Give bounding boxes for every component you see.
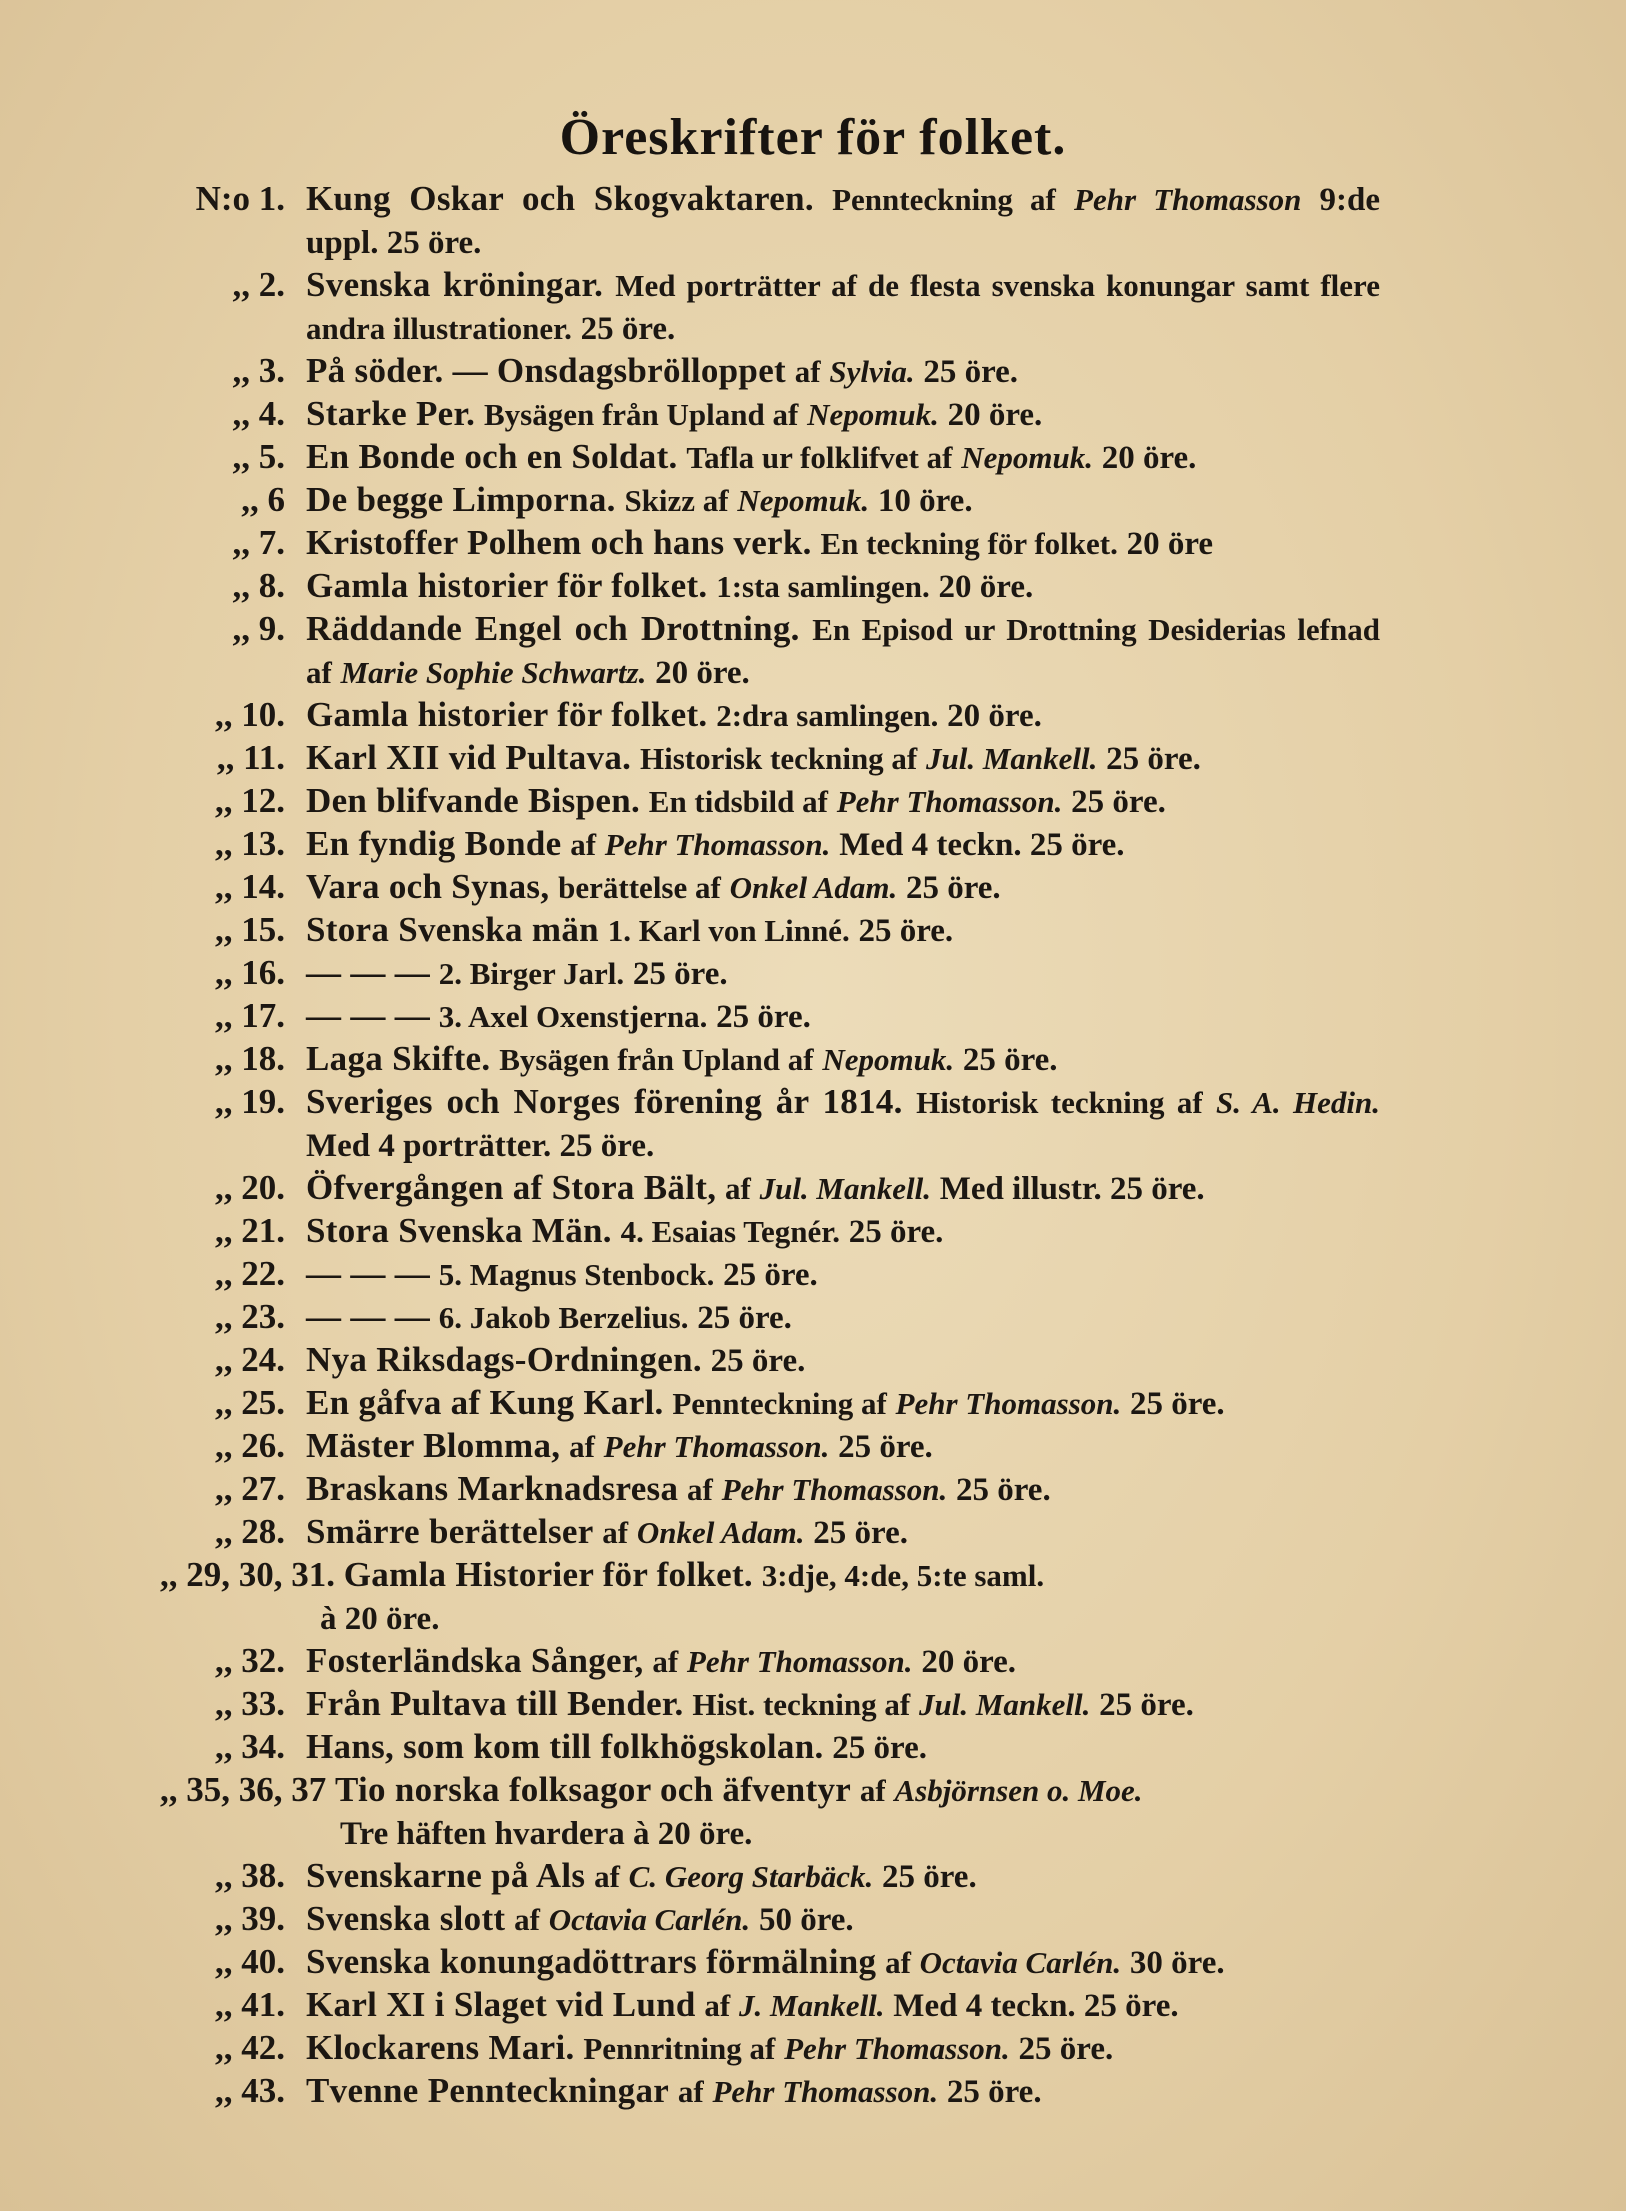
item-price: 25 öre. — [962, 1042, 1058, 1078]
list-item — [160, 995, 1380, 1038]
item-description: 3. Axel Oxenstjerna. — [438, 999, 708, 1034]
item-price: 25 öre. — [1018, 2031, 1114, 2067]
item-price: 20 öre. — [947, 698, 1042, 734]
item-description: En teckning för folket. — [820, 526, 1118, 561]
item-price: Med 4 teckn. 25 öre. — [839, 827, 1125, 863]
item-number: ,, 27. — [215, 1469, 285, 1508]
item-price: 25 öre. — [858, 913, 954, 949]
item-description: Hist. teckning af — [692, 1687, 911, 1722]
item-title: Stora Svenska män — [306, 910, 599, 949]
item-author: Nepomuk. — [737, 483, 870, 518]
item-price: 25 öre. — [946, 2074, 1042, 2110]
item-price: Med 4 porträtter. 25 öre. — [306, 1128, 655, 1164]
item-title: Smärre berättelser — [306, 1512, 594, 1551]
item-author: Onkel Adam. — [729, 870, 898, 905]
item-price: 25 öre. — [923, 354, 1019, 390]
list-item — [160, 823, 1380, 866]
list-item — [160, 479, 1380, 522]
list-item — [160, 1683, 1380, 1726]
item-price: 25 öre. — [848, 1214, 944, 1250]
list-item — [160, 1038, 1380, 1081]
item-description: af — [859, 1773, 886, 1808]
item-description: 2. Birger Jarl. — [438, 956, 625, 991]
item-author: Sylvia. — [829, 354, 915, 389]
item-price: 10 öre. — [877, 483, 973, 519]
list-item — [160, 1726, 1380, 1769]
item-description: af — [514, 1902, 540, 1937]
item-price: 20 öre. — [655, 655, 750, 691]
item-price: 25 öre. — [1071, 784, 1166, 820]
item-description: af — [652, 1644, 679, 1679]
item-title: Räddande Engel och Drottning. — [306, 609, 800, 648]
item-price: 20 öre. — [947, 397, 1043, 433]
item-title: Den blifvande Bispen. — [306, 781, 641, 820]
list-item — [160, 436, 1380, 479]
item-number: N:o 1. — [195, 179, 285, 218]
item-number: ,, 18. — [215, 1039, 285, 1078]
item-number: ,, 12. — [215, 781, 285, 820]
item-description: af — [704, 1988, 731, 2023]
item-number: ,, 6 — [241, 480, 285, 519]
item-price: 20 öre. — [1101, 440, 1197, 476]
list-item — [160, 1339, 1380, 1382]
list-item — [160, 909, 1380, 952]
item-author: Marie Sophie Schwartz. — [340, 655, 647, 690]
item-price: 25 öre. — [723, 1257, 818, 1293]
item-number: ,, 4. — [232, 394, 285, 433]
item-number: ,, 24. — [215, 1340, 285, 1379]
list-item — [160, 1769, 1380, 1855]
item-title: En Bonde och en Soldat. — [306, 437, 678, 476]
item-author: Pehr Thomasson. — [603, 1429, 830, 1464]
item-author: Octavia Carlén. — [919, 1945, 1122, 1980]
list-item — [160, 393, 1380, 436]
item-number: ,, 43. — [215, 2071, 285, 2110]
item-author: C. Georg Starbäck. — [628, 1859, 874, 1894]
item-description: af — [794, 354, 821, 389]
item-title: Svenska konungadöttrars förmälning — [306, 1942, 877, 1981]
item-price: 25 öre. — [838, 1429, 933, 1465]
item-description: af — [725, 1171, 751, 1206]
item-description: Tafla ur folklifvet af — [686, 440, 953, 475]
item-title: Klockarens Mari. — [306, 2028, 575, 2067]
item-description: Pennteckning af — [672, 1386, 887, 1421]
list-item — [160, 1855, 1380, 1898]
list-item — [160, 2070, 1380, 2113]
list-item — [160, 1511, 1380, 1554]
item-author: Pehr Thomasson. — [895, 1386, 1122, 1421]
item-price: 25 öre. — [580, 311, 676, 347]
item-author: Pehr Thomasson. — [712, 2074, 939, 2109]
item-title: En gåfva af Kung Karl. — [306, 1383, 664, 1422]
item-number: ,, 17. — [215, 996, 285, 1035]
item-description: af — [570, 827, 597, 862]
item-number: ,, 8. — [232, 566, 285, 605]
item-title: Svenskarne på Als — [306, 1856, 586, 1895]
item-title: Mäster Blomma, — [306, 1426, 561, 1465]
item-description: 4. Esaias Tegnér. — [620, 1214, 840, 1249]
item-author: Onkel Adam. — [636, 1515, 805, 1550]
item-description: Pennteckning af — [832, 182, 1056, 217]
item-price: 25 öre. — [632, 956, 728, 992]
item-author: Nepomuk. — [961, 440, 1093, 475]
item-number: ,, 13. — [215, 824, 285, 863]
item-description: Historisk teckning af — [916, 1085, 1203, 1120]
list-item — [160, 2027, 1380, 2070]
item-description: Bysägen från Upland af — [483, 397, 799, 432]
item-title: Stora Svenska Män. — [306, 1211, 612, 1250]
item-number: ,, 38. — [215, 1856, 285, 1895]
item-price: 20 öre. — [921, 1644, 1017, 1680]
item-author: S. A. Hedin. — [1216, 1085, 1380, 1120]
list-item — [160, 1210, 1380, 1253]
item-number: ,, 16. — [215, 953, 285, 992]
item-title: Öfvergången af Stora Bält, — [306, 1168, 717, 1207]
item-description: 1:sta samlingen. — [716, 569, 930, 604]
item-title: Kristoffer Polhem och hans verk. — [306, 523, 812, 562]
item-description: Med porträtter af de flesta svenska konungar samt flere andra illustrationer. — [306, 268, 1381, 346]
item-price: Tre häften hvardera à 20 öre. — [340, 1816, 753, 1852]
item-description: af — [677, 2074, 704, 2109]
item-number: ,, 41. — [215, 1985, 285, 2024]
list-item — [160, 350, 1380, 393]
item-description: berättelse af — [558, 870, 721, 905]
item-number: ,, 26. — [215, 1426, 285, 1465]
item-number: ,, 28. — [215, 1512, 285, 1551]
item-title: Nya Riksdags-Ordningen. — [306, 1340, 702, 1379]
item-title: Kung Oskar och Skogvaktaren. — [306, 179, 814, 218]
item-description: af — [885, 1945, 911, 1980]
item-number: ,, 33. — [215, 1684, 285, 1723]
item-number: ,, 32. — [215, 1641, 285, 1680]
item-description: 1. Karl von Linné. — [607, 913, 850, 948]
item-title: Gamla Historier för folket. — [343, 1555, 753, 1594]
item-author: Nepomuk. — [822, 1042, 955, 1077]
list-item — [160, 565, 1380, 608]
list-item — [160, 1081, 1380, 1167]
list-item — [160, 178, 1380, 264]
item-description: 5. Magnus Stenbock. — [438, 1257, 715, 1292]
item-description: af — [687, 1472, 713, 1507]
item-title: — — — — [306, 953, 430, 992]
list-item — [160, 1554, 1380, 1640]
item-title: Svenska kröningar. — [306, 265, 604, 304]
list-item — [160, 1941, 1380, 1984]
item-number: ,, 23. — [215, 1297, 285, 1336]
item-number: ,, 29, 30, 31. — [160, 1555, 335, 1594]
item-number: ,, 7. — [232, 523, 285, 562]
item-title: Vara och Synas, — [306, 867, 550, 906]
item-price: 25 öre. — [882, 1859, 977, 1895]
item-title: Fosterländska Sånger, — [306, 1641, 644, 1680]
item-title: Karl XI i Slaget vid Lund — [306, 1985, 696, 2024]
item-title: Starke Per. — [306, 394, 476, 433]
item-price: 25 öre. — [956, 1472, 1051, 1508]
item-description: 3:dje, 4:de, 5:te saml. — [761, 1558, 1045, 1593]
list-item — [160, 1382, 1380, 1425]
item-title: Svenska slott — [306, 1899, 506, 1938]
list-item — [160, 522, 1380, 565]
item-title: De begge Limporna. — [306, 480, 616, 519]
item-title: — — — — [306, 996, 430, 1035]
item-number: ,, 2. — [232, 265, 285, 304]
item-number: ,, 5. — [232, 437, 285, 476]
item-number: ,, 40. — [215, 1942, 285, 1981]
item-title: Gamla historier för folket. — [306, 566, 708, 605]
item-price: 25 öre. — [1129, 1386, 1225, 1422]
item-author: Pehr Thomasson. — [604, 827, 831, 862]
item-title: Laga Skifte. — [306, 1039, 491, 1078]
list-item — [160, 1167, 1380, 1210]
item-price: 50 öre. — [758, 1902, 854, 1938]
item-title: — — — — [306, 1254, 430, 1293]
item-price: 20 öre. — [938, 569, 1034, 605]
list-item — [160, 1640, 1380, 1683]
item-number: ,, 10. — [215, 695, 285, 734]
item-author: J. Mankell. — [739, 1988, 885, 2023]
item-number: ,, 15. — [215, 910, 285, 949]
item-description: af — [602, 1515, 629, 1550]
item-price: 25 öre. — [905, 870, 1001, 906]
item-title: Gamla historier för folket. — [306, 695, 708, 734]
list-item — [160, 866, 1380, 909]
item-number: ,, 9. — [232, 609, 285, 648]
item-author: Jul. Mankell. — [926, 741, 1098, 776]
item-author: Pehr Thomasson. — [686, 1644, 913, 1679]
item-price: 25 öre. — [813, 1515, 908, 1551]
item-description: En Episod ur Drottning Desiderias lefnad af — [306, 612, 1380, 690]
item-number: ,, 35, 36, 37 — [160, 1770, 327, 1809]
item-author: Pehr Thomasson. — [721, 1472, 948, 1507]
item-number: ,, 39. — [215, 1899, 285, 1938]
item-title: På söder. — Onsdagsbrölloppet — [306, 351, 786, 390]
item-price: 20 öre — [1126, 526, 1214, 562]
item-number: ,, 11. — [216, 738, 285, 777]
item-title: Från Pultava till Bender. — [306, 1684, 684, 1723]
item-description: af — [569, 1429, 595, 1464]
item-price: à 20 öre. — [320, 1601, 440, 1637]
catalog-list — [160, 178, 1380, 2113]
item-price: 25 öre. — [710, 1343, 806, 1379]
item-author: Pehr Thomasson. — [836, 784, 1063, 819]
item-title: Sveriges och Norges förening år 1814. — [306, 1082, 903, 1121]
item-number: ,, 21. — [215, 1211, 285, 1250]
list-item — [160, 952, 1380, 995]
item-title: Hans, som kom till folkhögskolan. — [306, 1727, 824, 1766]
list-item — [160, 1296, 1380, 1339]
item-author: Nepomuk. — [807, 397, 939, 432]
item-number: ,, 20. — [215, 1168, 285, 1207]
page-title: Öreskrifter för folket. — [559, 109, 1067, 166]
item-price: 25 öre. — [1099, 1687, 1194, 1723]
item-price: 9:de uppl. 25 öre. — [306, 182, 1381, 261]
item-number: ,, 34. — [215, 1727, 285, 1766]
item-description: Pennritning af — [583, 2031, 776, 2066]
item-description: En tidsbild af — [648, 784, 828, 819]
list-item — [160, 737, 1380, 780]
item-title: Braskans Marknadsresa — [306, 1469, 679, 1508]
item-title: Karl XII vid Pultava. — [306, 738, 632, 777]
item-number: ,, 3. — [232, 351, 285, 390]
item-description: Skizz af — [624, 483, 729, 518]
item-number: ,, 42. — [215, 2028, 285, 2067]
list-item — [160, 780, 1380, 823]
item-description: 2:dra samlingen. — [716, 698, 939, 733]
item-author: Jul. Mankell. — [759, 1171, 931, 1206]
item-description: Historisk teckning af — [639, 741, 918, 776]
item-price: Med illustr. 25 öre. — [939, 1171, 1205, 1207]
item-price: 25 öre. — [716, 999, 811, 1035]
item-price: 25 öre. — [697, 1300, 792, 1336]
item-author: Jul. Mankell. — [918, 1687, 1091, 1722]
item-number: ,, 19. — [215, 1082, 285, 1121]
item-description: af — [594, 1859, 620, 1894]
item-price: 25 öre. — [1106, 741, 1201, 777]
item-author: Asbjörnsen o. Moe. — [894, 1773, 1143, 1808]
item-price: 30 öre. — [1129, 1945, 1225, 1981]
item-title: Tvenne Pennteckningar — [306, 2071, 670, 2110]
item-title: — — — — [306, 1297, 430, 1336]
list-item — [160, 1984, 1380, 2027]
item-price: Med 4 teckn. 25 öre. — [893, 1988, 1179, 2024]
item-author: Pehr Thomasson. — [784, 2031, 1010, 2066]
list-item — [160, 608, 1380, 694]
item-title: En fyndig Bonde — [306, 824, 562, 863]
item-description: Bysägen från Upland af — [499, 1042, 814, 1077]
list-item — [160, 694, 1380, 737]
item-number: ,, 25. — [215, 1383, 285, 1422]
list-item — [160, 1898, 1380, 1941]
item-number: ,, 22. — [215, 1254, 285, 1293]
item-author: Octavia Carlén. — [548, 1902, 751, 1937]
list-item — [160, 264, 1380, 350]
item-title: Tio norska folksagor och äfventyr — [335, 1770, 852, 1809]
list-item — [160, 1468, 1380, 1511]
item-author: Pehr Thomasson — [1074, 182, 1302, 217]
item-number: ,, 14. — [215, 867, 285, 906]
list-item — [160, 1253, 1380, 1296]
item-description: 6. Jakob Berzelius. — [438, 1300, 689, 1335]
list-item — [160, 1425, 1380, 1468]
item-price: 25 öre. — [832, 1730, 927, 1766]
